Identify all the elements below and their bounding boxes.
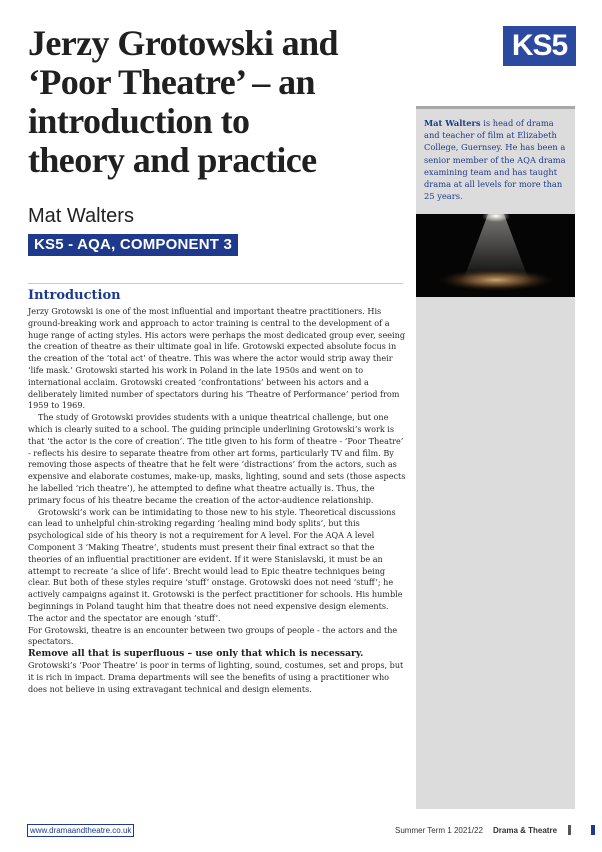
sidebar-top-rule	[416, 106, 575, 109]
author-bio-name: Mat Walters	[424, 118, 481, 128]
body-paragraph: The study of Grotowski provides students with a unique theatrical challenge, but one which is clearly suited to a school. The guiding principle underlining Grotowski’s work is that ‘the actor is the core of creation’. The title given to his form of theatre - ‘Poor Theatre’ - reflects his desire to separate theatre from other art forms, particularly TV and film. By removing those aspects of theatre that he felt were ‘distractions’ from the actors, such as expensive and elaborate costumes, make-up, masks, lighting, sound and sets (those aspects he labelled ‘rich theatre’), he attempted to define what theatre actually is. Thus, the primary focus of his theatre became the creation of the actor-audience relationship.	[28, 412, 406, 505]
footer-issue: Summer Term 1 2021/22	[395, 826, 483, 835]
author-bio-text: is head of drama and teacher of film at Elizabeth College, Guernsey. He has been a senior member of the AQA drama examining team and has taught drama at all levels for more than 25 years.	[424, 118, 566, 202]
body-paragraph: Jerzy Grotowski is one of the most influential and important theatre practitioners. His ground-breaking work and approach to actor training is central to the development of a huge range of acting styles. His actors were perhaps the most dedicated group ever, seeing the creation of theatre as their ultimate goal in life. Grotowski expected absolute focus in the creation of the ‘total act’ of theatre. This was where the actor would strip away their ‘life mask.’ Grotowski started his work in Poland in the late 1950s and went on to international acclaim. Grotowski created ‘confrontations’ between his actors and a deliberately limited number of spectators during his ‘Theatre of Performance’ period from 1959 to 1969.	[28, 306, 406, 411]
body-paragraph: Grotowski’s work can be intimidating to those new to his style. Theoretical discussions can lead to unhelpful chin-stroking regarding ‘healing mind body splits’, but this psychological side of his theory is not a requirement for A level. For the AQA A level Component 3 ‘Making Theatre’, students must present their final extract so that the theories of an influential practitioner are evident. If it were Stanislavski, it must be an attempt to recreate ‘a slice of life’. Brecht would lead to Epic theatre techniques being clear. But both of these styles require ‘stuff’ onstage. Grotowski does not need ‘stuff’; he actively campaigns against it. Grotowski is the perfect practitioner for schools. His humble beginnings in Poland taught him that theatre does not need expensive design elements. The actor and the spectator are enough ‘stuff’.	[28, 506, 403, 623]
section-heading-introduction: Introduction	[28, 288, 121, 303]
subheading-superfluous: Remove all that is superfluous – use only that which is necessary.	[28, 648, 364, 659]
article-tagline: KS5 - AQA, COMPONENT 3	[28, 234, 238, 256]
body-paragraph: For Grotowski, theatre is an encounter between two groups of people - the actors and the spectators.	[28, 624, 398, 647]
footer-magazine-name: Drama & Theatre	[493, 826, 558, 835]
author-sidebar	[416, 106, 575, 809]
header-divider	[28, 283, 403, 284]
body-paragraph: Grotowski’s ‘Poor Theatre’ is poor in terms of lighting, sound, costumes, set and props, but it is rich in impact. Drama departments will see the benefits of using a practitioner who does not believe in using extravagant technical and design elements.	[28, 660, 404, 694]
article-title: Jerzy Grotowski and ‘Poor Theatre’ – an introduction to theory and practice	[28, 23, 338, 180]
footer-website-link[interactable]: www.dramaandtheatre.co.uk	[27, 824, 134, 837]
footer-page-marker	[591, 825, 595, 835]
author-bio	[424, 117, 570, 202]
article-body	[28, 306, 406, 648]
footer-separator	[568, 825, 571, 835]
article-author: Mat Walters	[28, 205, 134, 227]
ks5-logo: KS5	[503, 26, 576, 66]
stage-spotlight-photo	[416, 214, 575, 297]
